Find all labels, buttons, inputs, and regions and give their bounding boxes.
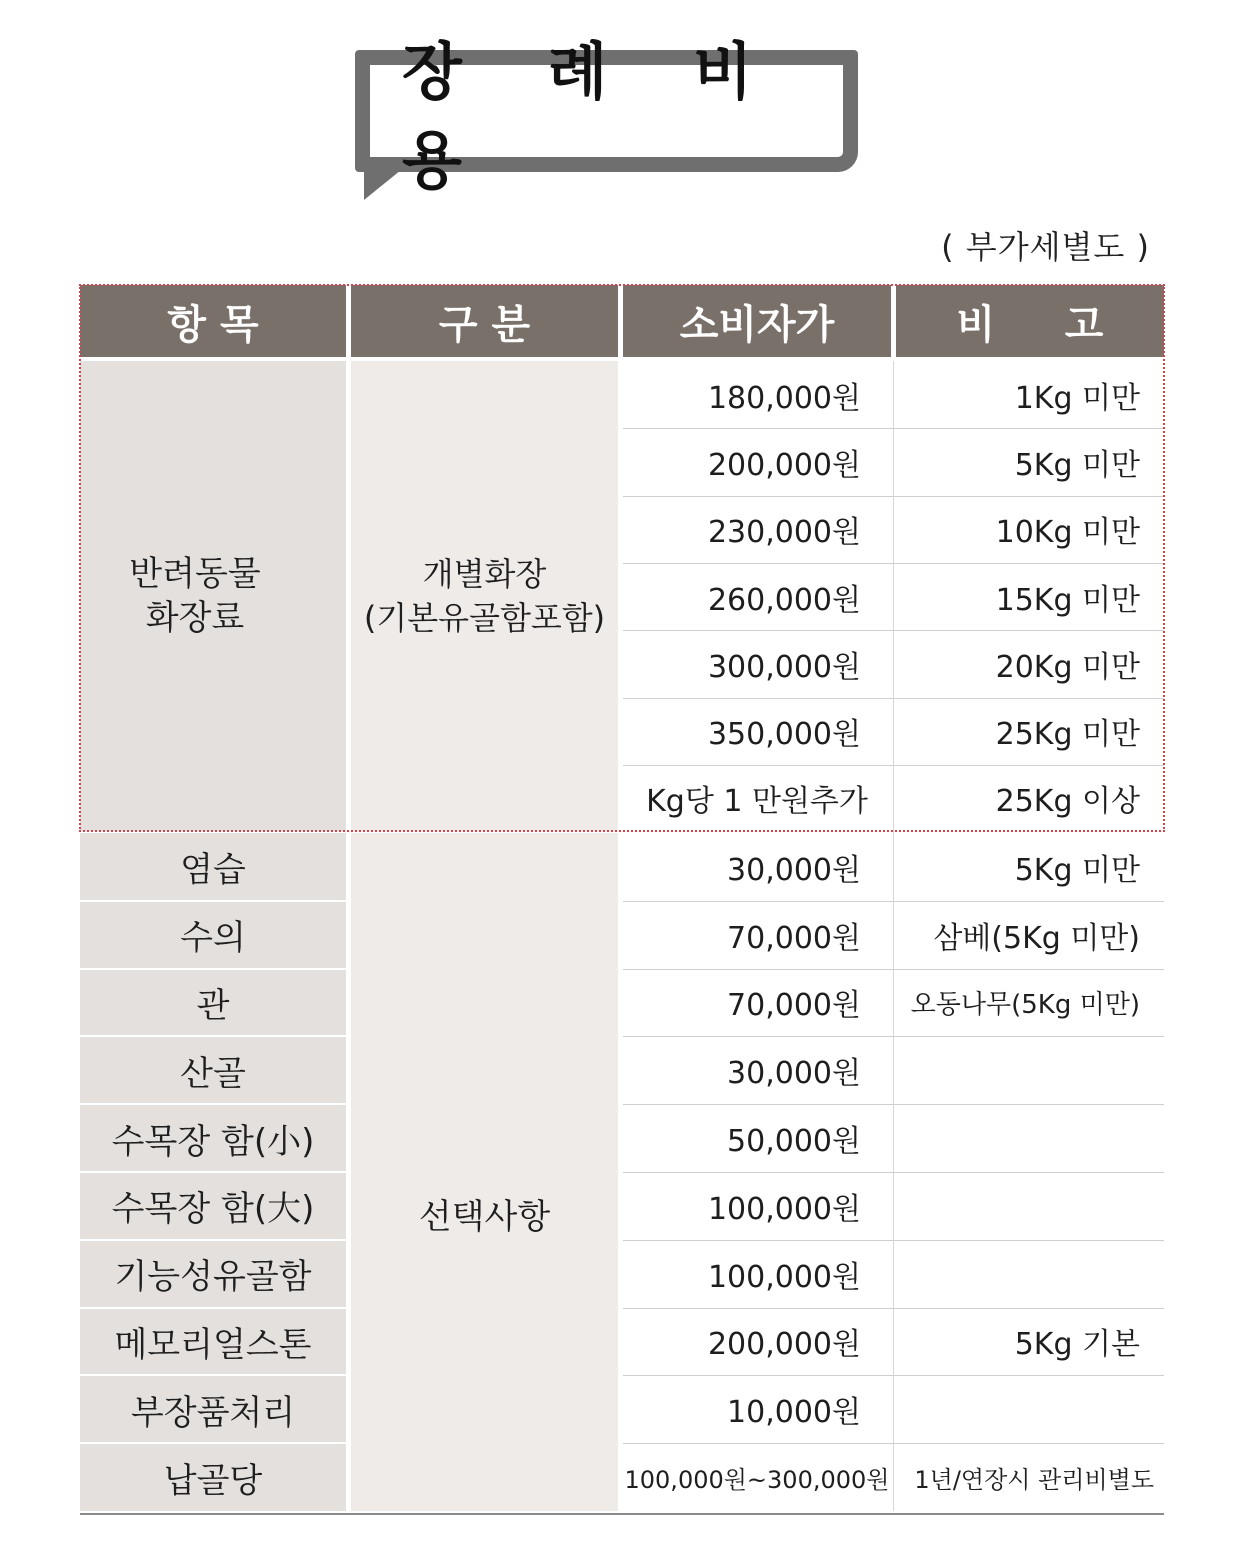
option-price: 70,000원: [727, 920, 861, 956]
option-item: 기능성유골함: [80, 1240, 346, 1308]
vat-note: ( 부가세별도 ): [941, 228, 1150, 266]
cremation-category-cell: [351, 361, 618, 831]
option-note: 1년/연장시 관리비별도: [914, 1465, 1154, 1494]
option-note: [896, 1036, 1164, 1104]
cremation-note: 10Kg 미만: [995, 515, 1140, 551]
cremation-category-line2: (기본유골함포함): [363, 599, 606, 637]
options-category-cell: [351, 833, 618, 1511]
option-note: [896, 1104, 1164, 1172]
option-price: 100,000원: [707, 1259, 861, 1295]
option-price: 50,000원: [727, 1124, 861, 1160]
cremation-price: Kg당 1 만원추가: [646, 784, 868, 820]
option-item: 산골: [80, 1036, 346, 1104]
option-note: 오동나무(5Kg 미만): [910, 989, 1140, 1020]
price-table: [80, 285, 1164, 1515]
row-divider: [80, 900, 346, 902]
cremation-price: 350,000원: [707, 717, 861, 753]
row-divider: [80, 1103, 346, 1105]
option-note: [896, 1240, 1164, 1308]
cremation-note: 15Kg 미만: [995, 582, 1140, 618]
option-price: 70,000원: [727, 988, 861, 1024]
header-category: 구 분: [351, 285, 618, 357]
cremation-price: 300,000원: [707, 649, 861, 685]
cremation-price: 180,000원: [707, 380, 861, 416]
page-title: 장 례 비 용: [402, 35, 785, 197]
option-price: 100,000원~300,000원: [624, 1465, 890, 1494]
row-divider: [80, 1171, 346, 1173]
options-category: 선택사항: [418, 1197, 551, 1237]
option-price: 10,000원: [727, 1395, 861, 1431]
option-item: 수목장 함(小): [80, 1104, 346, 1172]
cremation-price: 260,000원: [707, 582, 861, 618]
cremation-note: 1Kg 미만: [1014, 380, 1140, 416]
option-price: 30,000원: [727, 852, 861, 888]
header-price: 소비자가: [623, 285, 891, 357]
cremation-price: 230,000원: [707, 515, 861, 551]
header-note: 비 고: [896, 285, 1164, 357]
cremation-note: 25Kg 이상: [995, 784, 1140, 820]
row-divider: [80, 1307, 346, 1309]
option-note: [896, 1375, 1164, 1443]
option-item: 염습: [80, 833, 346, 901]
option-note: 5Kg 미만: [1014, 852, 1140, 888]
cremation-note: 20Kg 미만: [995, 649, 1140, 685]
row-divider: [80, 968, 346, 970]
title-banner: [355, 35, 858, 197]
option-item: 부장품처리: [80, 1375, 346, 1443]
cremation-item-line1: 반려동물: [129, 554, 261, 594]
cremation-price: 200,000원: [707, 447, 861, 483]
cremation-item-line2: 화장료: [145, 598, 245, 638]
option-item: 납골당: [80, 1443, 346, 1511]
option-price: 100,000원: [707, 1191, 861, 1227]
row-divider: [80, 1374, 346, 1376]
option-note: [896, 1172, 1164, 1240]
option-item: 수의: [80, 901, 346, 969]
table-bottom-rule: [80, 1513, 1164, 1515]
option-item: 메모리얼스톤: [80, 1308, 346, 1376]
option-price: 200,000원: [707, 1327, 861, 1363]
cremation-note: 5Kg 미만: [1014, 447, 1140, 483]
option-item: 관: [80, 969, 346, 1037]
column-divider: [893, 361, 894, 1511]
row-divider: [80, 1239, 346, 1241]
option-note: 5Kg 기본: [1014, 1327, 1140, 1363]
row-divider: [80, 1442, 346, 1444]
header-item: 항 목: [80, 285, 346, 357]
option-note: 삼베(5Kg 미만): [933, 920, 1140, 956]
option-price: 30,000원: [727, 1056, 861, 1092]
cremation-category-line1: 개별화장: [422, 555, 547, 593]
option-item: 수목장 함(大): [80, 1172, 346, 1240]
cremation-item-cell: [80, 361, 346, 831]
row-divider: [80, 1035, 346, 1037]
speech-bubble-tail-icon: [364, 166, 406, 200]
cremation-note: 25Kg 미만: [995, 717, 1140, 753]
